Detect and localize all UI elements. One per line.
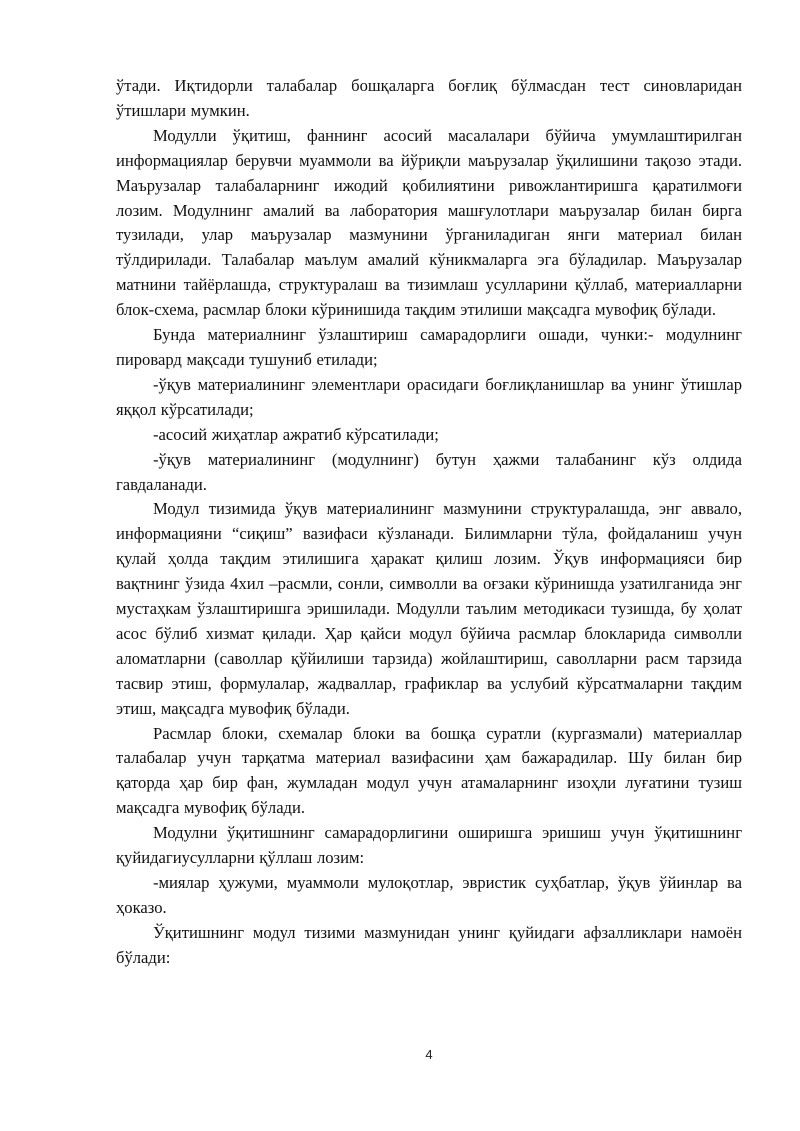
paragraph-1: ўтади. Иқтидорли талабалар бошқаларга боғлиқ бўлмасдан тест синовларидан ўтишлари мумкин. bbox=[116, 76, 742, 120]
paragraph-8: Расмлар блоки, схемалар блоки ва бошқа суратли (кургазмали) материаллар талабалар учун тарқатма материал вазифасини ҳам бажарадилар. Шу билан бир қаторда ҳар бир фан, жумладан модул учун атамаларнинг изоҳли луғатини тузиш мақсадга мувофиқ бўлади. bbox=[116, 723, 742, 818]
paragraph-11: Ўқитишнинг модул тизими мазмунидан унинг қуйидаги афзалликлари намоён бўлади: bbox=[116, 922, 742, 967]
paragraph-10: -миялар ҳужуми, муаммоли мулоқотлар, эвристик суҳбатлар, ўқув ўйинлар ва ҳоказо. bbox=[116, 873, 742, 917]
paragraph-2: Модулли ўқитиш, фаннинг асосий масалалари бўйича умумлаштирилган информациялар берувчи муаммоли ва йўриқли маърузалар ўқилишини тақозо этади. Маърузалар талабаларнинг ижодий қобилиятини ривожлантиришга қаратилмоғи лозим. Модулнинг амалий ва лаборатория машғулотлари маърузалар билан бирга тузилади, улар маърузалар мазмунини ўрганиладиган янги материал билан тўлдирилади. Талабалар маълум амалий кўникмаларга эга бўладилар. Маърузалар матнини тайёрлашда, структуралаш ва тизимлаш усулларини қўллаб, материалларни блок-схема, расмлар блоки кўринишида тақдим этилиши мақсадга мувофиқ бўлади. bbox=[116, 125, 742, 320]
document-body bbox=[116, 74, 742, 971]
paragraph-4: -ўқув материалининг элементлари орасидаги боғлиқланишлар ва унинг ўтишлар яққол кўрсатилади; bbox=[116, 374, 742, 419]
paragraph-6: -ўқув материалининг (модулнинг) бутун ҳажми талабанинг кўз олдида гавдаланади. bbox=[116, 449, 742, 494]
page-number: 4 bbox=[425, 1047, 433, 1062]
paragraph-9: Модулни ўқитишнинг самарадорлигини оширишга эришиш учун ўқитишнинг қуйидагиусулларни қўллаш лозим: bbox=[116, 823, 742, 868]
paragraph-7: Модул тизимида ўқув материалининг мазмунини структуралашда, энг аввало, информацияни “сиқиш” вазифаси кўзланади. Билимларни тўла, фойдаланиш учун қулай ҳолда тақдим этилишига ҳаракат қилиш лозим. Ўқув информацияси бир вақтнинг ўзида 4хил –расмли, сонли, символли ва оғзаки кўринишда узатилганида энг мустаҳкам ўзлаштиришга эришилади. Модулли таълим методикаси тузишда, бу ҳолат асос бўлиб хизмат қилади. Ҳар қайси модул бўйича расмлар блокларида символли аломатларни (саволлар қўйилиши тарзида) жойлаштириш, саволларни расм тарзида тасвир этиш, формулалар, жадваллар, графиклар ва услубий кўрсатмаларни тақдим этиш, мақсадга мувофиқ бўлади. bbox=[116, 499, 742, 718]
paragraph-5: -асосий жиҳатлар ажратиб кўрсатилади; bbox=[153, 424, 439, 444]
paragraph-3: Бунда материалнинг ўзлаштириш самарадорлиги ошади, чунки:- модулнинг пировард мақсади тушуниб етилади; bbox=[116, 325, 742, 369]
